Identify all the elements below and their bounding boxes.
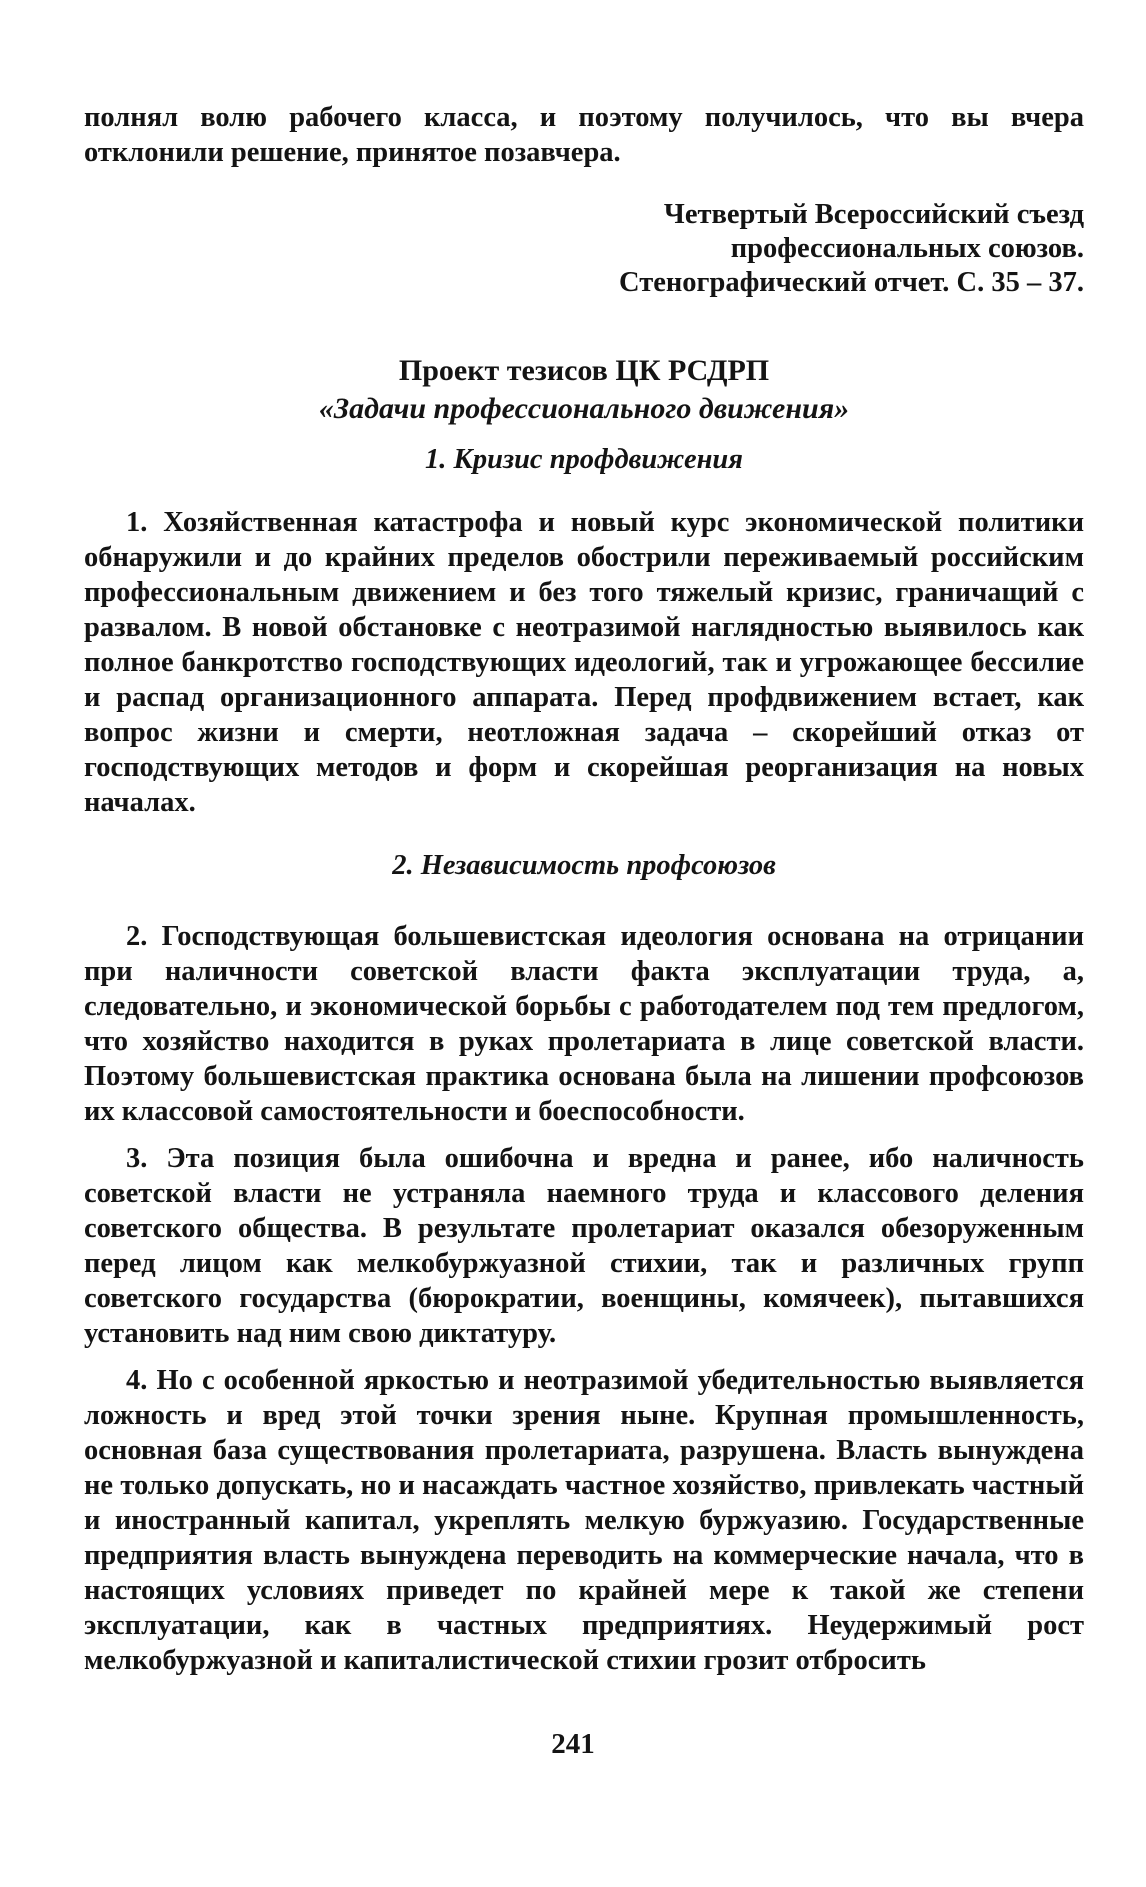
document-heading bbox=[84, 352, 1084, 428]
source-line-2: профессиональных союзов. bbox=[730, 233, 1084, 264]
paragraph-1: 1. Хозяйственная катастрофа и новый курс экономической политики обнаружили и до крайних пределов обострили переживаемый российским профессиональным движением и без того тяжелый кризис, граничащий с развалом. В новой обстановке с неотразимой наглядностью выявилось как полное банкротство господствующих идеологий, так и угрожающее бессилие и распад организационного аппарата. Перед профдвижением встает, как вопрос жизни и смерти, неотложная задача – скорейший отказ от господствующих методов и форм и скорейшая реорганизация на новых началах. bbox=[84, 507, 1084, 818]
intro-paragraph: полнял волю рабочего класса, и поэтому получилось, что вы вчера отклонили решение, принятое позавчера. bbox=[84, 102, 1084, 168]
source-line-1: Четвертый Всероссийский съезд bbox=[663, 199, 1084, 230]
source-line-3: Стенографический отчет. С. 35 – 37. bbox=[619, 267, 1084, 298]
source-citation bbox=[84, 198, 1084, 300]
paragraph-2: 2. Господствующая большевистская идеология основана на отрицании при наличности советской власти факта эксплуатации труда, а, следовательно, и экономической борьбы с работодателем под тем предлогом, что хозяйство находится в руках пролетариата в лице советской власти. Поэтому большевистская практика основана была на лишении профсоюзов их классовой самостоятельности и боеспособности. bbox=[84, 921, 1084, 1127]
page-number: 241 bbox=[551, 1728, 595, 1760]
section-1-title: 1. Кризис профдвижения bbox=[425, 444, 743, 475]
heading-title: Проект тезисов ЦК РСДРП bbox=[398, 354, 770, 387]
section-2-title: 2. Независимость профсоюзов bbox=[392, 850, 776, 881]
heading-subtitle: «Задачи профессионального движения» bbox=[318, 392, 850, 425]
paragraph-3: 3. Эта позиция была ошибочна и вредна и ранее, ибо наличность советской власти не устраняла наемного труда и классового деления советского общества. В результате пролетариат оказался обезоруженным перед лицом как мелкобуржуазной стихии, так и различных групп советского государства (бюрократии, военщины, комячеек), пытавшихся установить над ним свою диктатуру. bbox=[84, 1143, 1084, 1349]
paragraph-4: 4. Но с особенной яркостью и неотразимой убедительностью выявляется ложность и вред этой точки зрения ныне. Крупная промышленность, основная база существования пролетариата, разрушена. Власть вынуждена не только допускать, но и насаждать частное хозяйство, привлекать частный и иностранный капитал, укреплять мелкую буржуазию. Государственные предприятия власть вынуждена переводить на коммерческие начала, что в настоящих условиях приведет по крайней мере к такой же степени эксплуатации, как в частных предприятиях. Неудержимый рост мелкобуржуазной и капиталистической стихии грозит отбросить bbox=[84, 1365, 1084, 1676]
page-body bbox=[84, 100, 1084, 1678]
